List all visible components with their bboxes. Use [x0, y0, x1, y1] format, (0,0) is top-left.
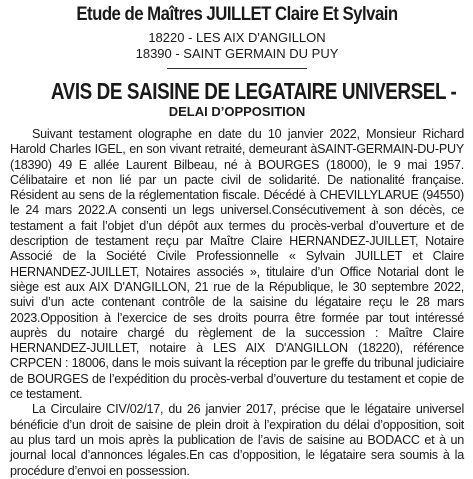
notice-title: AVIS DE SAISINE DE LEGATAIRE UNIVERSEL - — [50, 78, 457, 104]
body-paragraph-2: La Circulaire CIV/02/17, du 26 janvier 2017, précise que le légataire universel bénéficie d’un droit de saisine de plein droit à l’expiration du délai d’opposition, soit au plus tard un mois après la publication de l’avis de saisine au BODACC et à un journal local d’annonces légales.En cas d’opposition, le légataire sera soumis à la procédure d’envoi en possession. — [10, 402, 464, 478]
firm-name: Etude de Maîtres JUILLET Claire Et Sylvain — [76, 3, 398, 25]
header-divider — [167, 68, 307, 69]
notice-subtitle: DELAI D’OPPOSITION — [168, 104, 306, 119]
firm-address-line-1: 18220 - LES AIX D'ANGILLON — [148, 30, 326, 45]
notice-body — [10, 127, 464, 479]
body-paragraph-1: Suivant testament olographe en date du 10 janvier 2022, Monsieur Richard Harold Charles IGEL, en son vivant retraité, demeurant àSAINT-GERMAIN-DU-PUY (18390) 49 E allée Laurent Bilbeau, né à BOURGES (18000), le 9 mai 1957. Célibataire et non lié par un pacte civil de solidarité. De nationalité française. Résident au sens de la réglementation fiscale. Décédé à CHEVILLYLARUE (94550) le 24 mars 2022.A consenti un legs universel.Consécutivement à son décès, ce testament a fait l’objet d’un dépôt aux termes du procès-verbal d’ouverture et de description de testament reçu par Maître Claire HERNANDEZ-JUILLET, Notaire Associé de la Société Civile Professionnelle « Sylvain JUILLET et Claire HERNANDEZ-JUILLET, Notaires associés », titulaire d’un Office Notarial dont le siège est aux AIX D'ANGILLON, 21 rue de la République, le 30 septembre 2022, suivi d’un acte contenant contrôle de la saisine du légataire reçu le 28 mars 2023.Opposition à l’exercice de ses droits pourra être formée par tout intéressé auprès du notaire chargé du règlement de la succession : Maître Claire HERNANDEZ-JUILLET, notaire à LES AIX D'ANGILLON (18220), référence CRPCEN : 18006, dans le mois suivant la réception par le greffe du tribunal judiciaire de BOURGES de l’expédition du procès-verbal d’ouverture du testament et copie de ce testament. — [10, 127, 464, 402]
firm-address-line-2: 18390 - SAINT GERMAIN DU PUY — [135, 46, 339, 61]
